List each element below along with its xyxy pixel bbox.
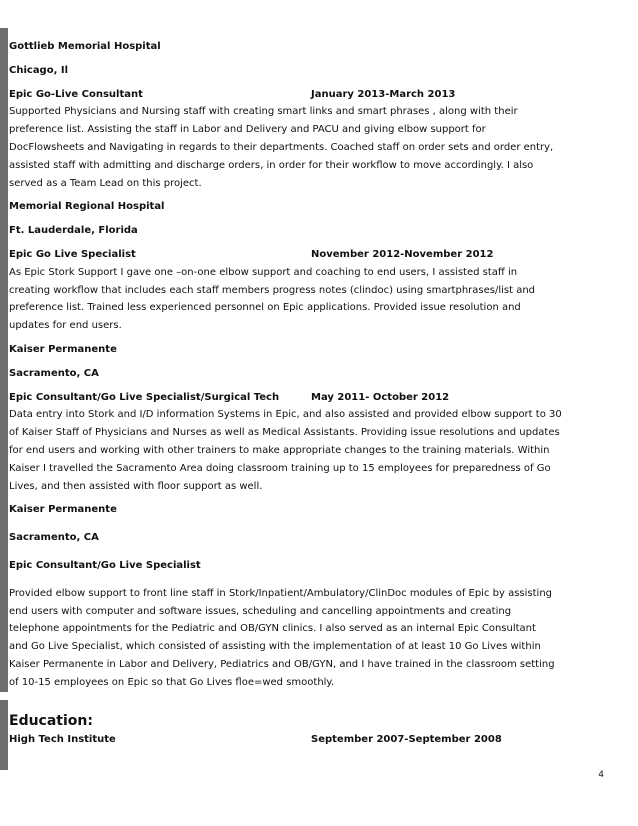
- left-margin-bar: [0, 28, 8, 692]
- description-line: DocFlowsheets and Navigating in regards to their departments. Coached staff on order sets and order entry,: [9, 141, 554, 153]
- employer-name: Memorial Regional Hospital: [9, 201, 165, 213]
- description-line: preference list. Assisting the staff in Labor and Delivery and PACU and giving elbow support for: [9, 124, 486, 136]
- job-description: [9, 103, 614, 192]
- education-dates: September 2007-September 2008: [311, 734, 502, 745]
- description-line: updates for end users.: [9, 320, 122, 332]
- description-line: creating workflow that includes each staff members progress notes (clindoc) using smartphrases/list and: [9, 284, 536, 296]
- employer-location: Chicago, Il: [9, 64, 69, 76]
- description-line: Lives, and then assisted with floor support as well.: [9, 480, 263, 492]
- left-margin-bar-education: [0, 700, 8, 770]
- description-line: assisted staff with admitting and discharge orders, in order for their workflow to move accordingly. I also: [9, 159, 534, 171]
- job-entry: [9, 198, 614, 335]
- job-description: [9, 585, 614, 692]
- description-line: Data entry into Stork and I/D information Systems in Epic, and also assisted and provided elbow support to 30: [9, 409, 562, 421]
- job-description: [9, 406, 614, 495]
- job-title-row: [9, 86, 614, 104]
- job-dates: January 2013-March 2013: [311, 88, 456, 100]
- job-title-row: [9, 246, 614, 264]
- job-title-row: [9, 557, 614, 575]
- education-section: [9, 711, 614, 749]
- description-line: telephone appointments for the Pediatric and OB/GYN clinics. I also served as an internal Epic Consultant: [9, 623, 536, 635]
- description-line: of Kaiser Staff of Physicians and Nurses as well as Medical Assistants. Providing issue resolutions and updates: [9, 427, 560, 439]
- description-line: for end users and working with other trainers to make appropriate changes to the training materials. Within: [9, 444, 550, 456]
- description-line: preference list. Trained less experienced personnel on Epic applications. Provided issue resolution and: [9, 302, 521, 314]
- school-name: High Tech Institute: [9, 734, 116, 745]
- description-line: Provided elbow support to front line staff in Stork/Inpatient/Ambulatory/ClinDoc modules of Epic by assisting: [9, 587, 552, 599]
- employer-name: Gottlieb Memorial Hospital: [9, 41, 161, 52]
- description-line: and Go Live Specialist, which consisted of assisting with the implementation of at least 10 Go Lives within: [9, 641, 541, 653]
- job-dates: November 2012-November 2012: [311, 248, 494, 260]
- description-line: end users with computer and software issues, scheduling and cancelling appointments and creating: [9, 605, 512, 617]
- job-entry: [9, 501, 614, 691]
- experience-section: [9, 38, 614, 692]
- job-title: Epic Consultant/Go Live Specialist: [9, 559, 201, 571]
- job-entry: [9, 341, 614, 495]
- description-line: Supported Physicians and Nursing staff with creating smart links and smart phrases , along with their: [9, 106, 518, 118]
- description-line: As Epic Stork Support I gave one –on-one elbow support and coaching to end users, I assisted staff in: [9, 266, 518, 278]
- employer-name: Kaiser Permanente: [9, 504, 117, 516]
- employer-name: Kaiser Permanente: [9, 343, 117, 355]
- job-dates: May 2011- October 2012: [311, 391, 450, 403]
- education-row: [9, 731, 614, 749]
- description-line: Kaiser I travelled the Sacramento Area doing classroom training up to 15 employees for preparedness of Go: [9, 462, 551, 474]
- employer-location: Sacramento, CA: [9, 367, 99, 379]
- job-title-row: [9, 389, 614, 407]
- description-line: served as a Team Lead on this project.: [9, 177, 202, 189]
- job-title: Epic Go Live Specialist: [9, 248, 136, 260]
- page-number: 4: [598, 770, 604, 780]
- job-description: [9, 264, 614, 335]
- employer-location: Sacramento, CA: [9, 532, 99, 544]
- job-title: Epic Consultant/Go Live Specialist/Surgical Tech: [9, 391, 280, 403]
- description-line: Kaiser Permanente in Labor and Delivery, Pediatrics and OB/GYN, and I have trained in the classroom setting: [9, 658, 555, 670]
- job-title: Epic Go-Live Consultant: [9, 88, 143, 100]
- job-entry: [9, 38, 614, 192]
- education-heading: Education:: [9, 713, 93, 729]
- description-line: of 10-15 employees on Epic so that Go Lives floe=wed smoothly.: [9, 676, 335, 688]
- employer-location: Ft. Lauderdale, Florida: [9, 225, 138, 237]
